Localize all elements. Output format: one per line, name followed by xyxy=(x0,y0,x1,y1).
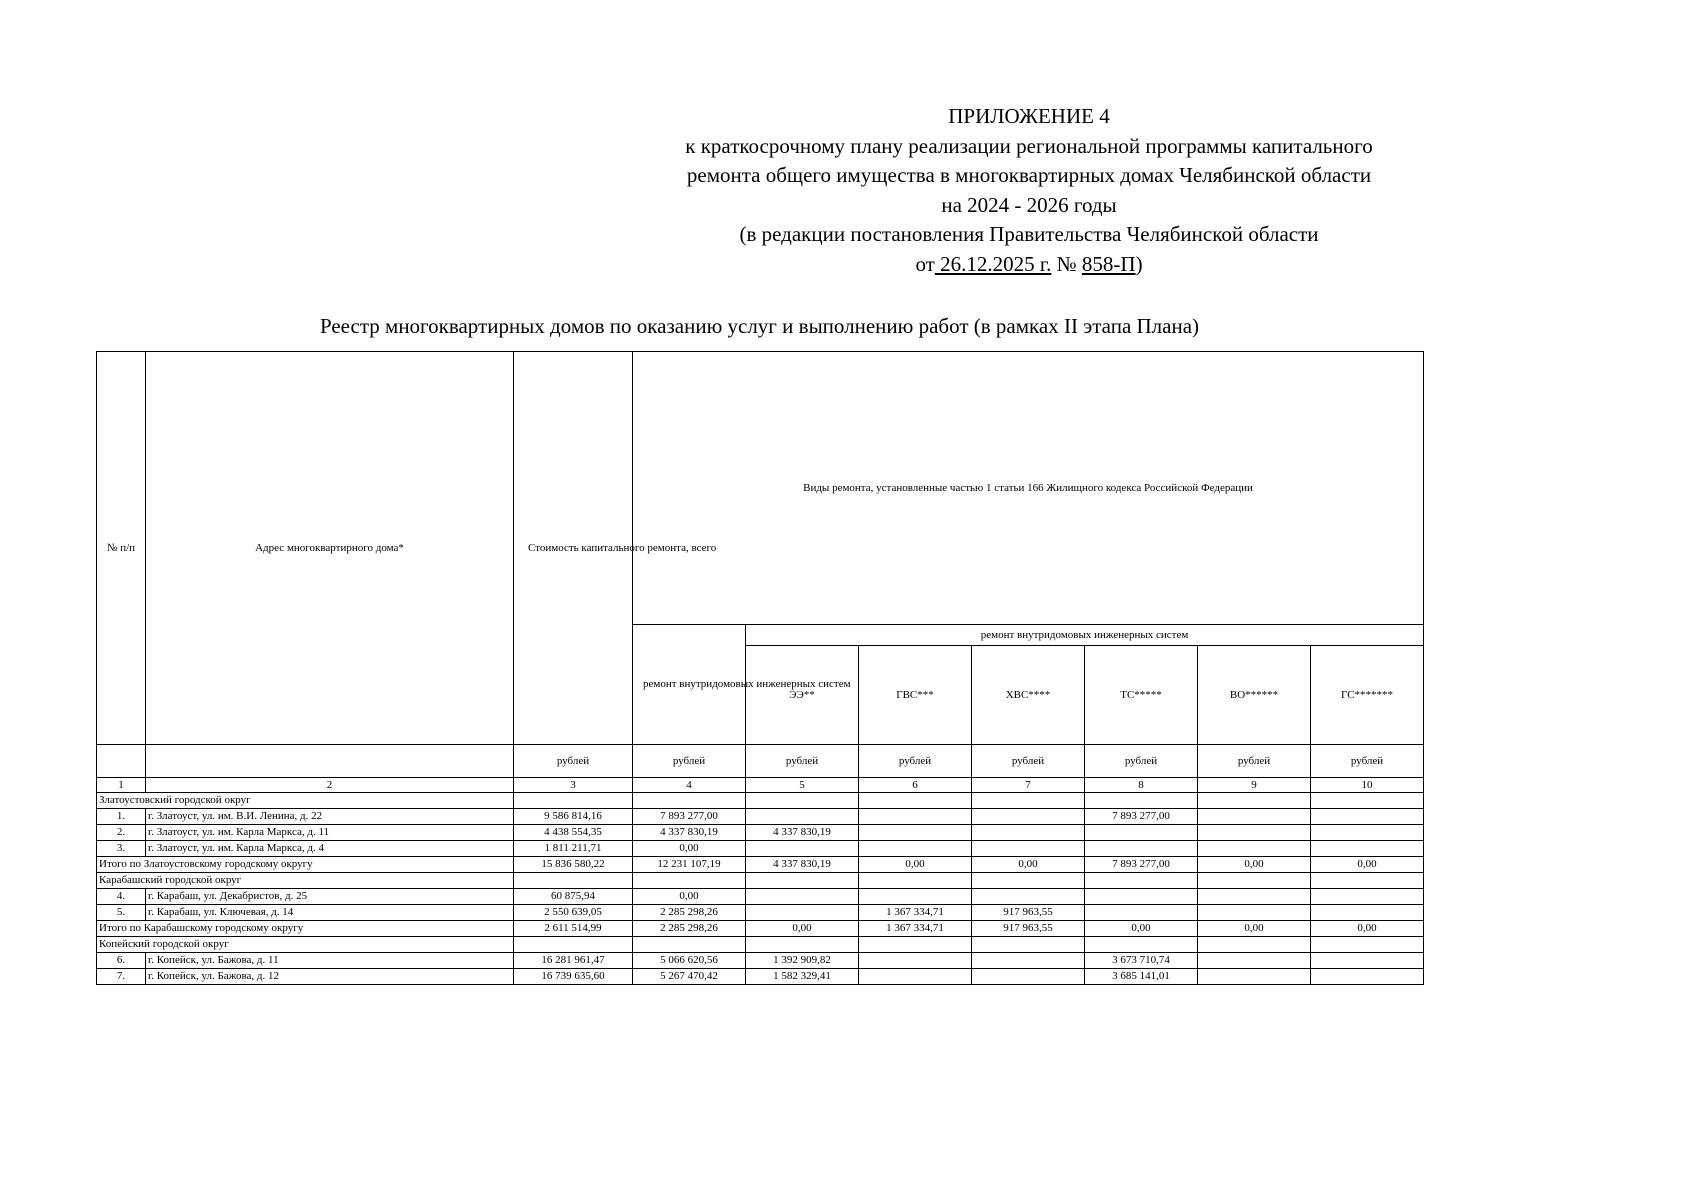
value-hvs xyxy=(972,953,1085,969)
empty-cell xyxy=(1085,873,1198,889)
value-gs xyxy=(1311,969,1424,985)
empty-cell xyxy=(514,793,633,809)
total-label: Итого по Карабашскому городскому округу xyxy=(97,921,514,937)
value-total: 60 875,94 xyxy=(514,889,633,905)
unit-cell: рублей xyxy=(1198,745,1311,778)
empty-cell xyxy=(514,937,633,953)
value-hvs: 917 963,55 xyxy=(972,905,1085,921)
unit-cell: рублей xyxy=(859,745,972,778)
value-ts xyxy=(1085,905,1198,921)
row-address: г. Копейск, ул. Бажова, д. 12 xyxy=(146,969,514,985)
value-gvs xyxy=(859,969,972,985)
value-total: 16 281 961,47 xyxy=(514,953,633,969)
total-ee: 0,00 xyxy=(746,921,859,937)
value-ts: 3 673 710,74 xyxy=(1085,953,1198,969)
row-address: г. Златоуст, ул. им. Карла Маркса, д. 11 xyxy=(146,825,514,841)
empty-cell xyxy=(859,873,972,889)
value-internal: 7 893 277,00 xyxy=(633,809,746,825)
row-number: 3. xyxy=(97,841,146,857)
section-label: Копейский городской округ xyxy=(97,937,514,953)
appendix-line: (в редакции постановления Правительства Челябинской области xyxy=(739,222,1319,246)
row-number: 2. xyxy=(97,825,146,841)
value-vo xyxy=(1198,953,1311,969)
value-gs xyxy=(1311,809,1424,825)
value-ee: 1 582 329,41 xyxy=(746,969,859,985)
value-gvs: 1 367 334,71 xyxy=(859,905,972,921)
value-gs xyxy=(1311,905,1424,921)
header-num: № п/п xyxy=(97,352,146,745)
value-ee xyxy=(746,841,859,857)
column-number: 10 xyxy=(1311,778,1424,793)
unit-cell: рублей xyxy=(1085,745,1198,778)
empty-cell xyxy=(633,873,746,889)
unit-cell: рублей xyxy=(514,745,633,778)
total-vo: 0,00 xyxy=(1198,857,1311,873)
empty-cell xyxy=(972,937,1085,953)
unit-cell xyxy=(97,745,146,778)
empty-cell xyxy=(1198,873,1311,889)
table-row xyxy=(97,809,1424,825)
appendix-line: к краткосрочному плану реализации региональной программы капитального xyxy=(685,133,1373,158)
value-ee: 4 337 830,19 xyxy=(746,825,859,841)
value-ts: 7 893 277,00 xyxy=(1085,809,1198,825)
column-number: 6 xyxy=(859,778,972,793)
column-number: 4 xyxy=(633,778,746,793)
value-internal: 5 267 470,42 xyxy=(633,969,746,985)
table-row xyxy=(97,841,1424,857)
value-ts xyxy=(1085,825,1198,841)
row-number: 6. xyxy=(97,953,146,969)
empty-cell xyxy=(859,937,972,953)
header-address: Адрес многоквартирного дома* xyxy=(146,352,514,745)
header-ee: ЭЭ** xyxy=(746,646,859,745)
empty-cell xyxy=(746,873,859,889)
value-ts: 3 685 141,01 xyxy=(1085,969,1198,985)
section-row xyxy=(97,873,1424,889)
empty-cell xyxy=(1311,793,1424,809)
total-hvs: 0,00 xyxy=(972,857,1085,873)
header-hvs: ХВС**** xyxy=(972,646,1085,745)
total-vo: 0,00 xyxy=(1198,921,1311,937)
empty-cell xyxy=(859,793,972,809)
value-gvs xyxy=(859,825,972,841)
total-hvs: 917 963,55 xyxy=(972,921,1085,937)
total-ee: 4 337 830,19 xyxy=(746,857,859,873)
value-internal: 0,00 xyxy=(633,889,746,905)
empty-cell xyxy=(1311,937,1424,953)
resolution-date: 26.12.2025 г. xyxy=(934,251,1052,276)
total-internal: 12 231 107,19 xyxy=(633,857,746,873)
row-number: 1. xyxy=(97,809,146,825)
value-vo xyxy=(1198,905,1311,921)
table-row xyxy=(97,969,1424,985)
header-cost: Стоимость капитального ремонта, всего xyxy=(514,352,633,745)
row-number: 5. xyxy=(97,905,146,921)
value-internal: 4 337 830,19 xyxy=(633,825,746,841)
value-total: 1 811 211,71 xyxy=(514,841,633,857)
header-gs: ГС******* xyxy=(1311,646,1424,745)
total-row xyxy=(97,921,1424,937)
total-gvs: 0,00 xyxy=(859,857,972,873)
value-total: 4 438 554,35 xyxy=(514,825,633,841)
empty-cell xyxy=(1198,793,1311,809)
value-hvs xyxy=(972,809,1085,825)
row-number: 7. xyxy=(97,969,146,985)
value-vo xyxy=(1198,841,1311,857)
value-total: 2 550 639,05 xyxy=(514,905,633,921)
total-total: 2 611 514,99 xyxy=(514,921,633,937)
unit-cell: рублей xyxy=(1311,745,1424,778)
value-gvs xyxy=(859,841,972,857)
resolution-number: 858-П xyxy=(1081,251,1136,276)
total-row xyxy=(97,857,1424,873)
appendix-line: на 2024 - 2026 годы xyxy=(941,192,1117,217)
column-number: 8 xyxy=(1085,778,1198,793)
registry-table xyxy=(96,351,1424,985)
header-repair-types: Виды ремонта, установленные частью 1 статьи 166 Жилищного кодекса Российской Федерации xyxy=(633,352,1424,625)
column-number: 9 xyxy=(1198,778,1311,793)
value-total: 9 586 814,16 xyxy=(514,809,633,825)
empty-cell xyxy=(746,937,859,953)
value-vo xyxy=(1198,825,1311,841)
value-ee xyxy=(746,905,859,921)
row-address: г. Карабаш, ул. Ключевая, д. 14 xyxy=(146,905,514,921)
unit-cell: рублей xyxy=(633,745,746,778)
header-ts: ТС***** xyxy=(1085,646,1198,745)
value-ee: 1 392 909,82 xyxy=(746,953,859,969)
empty-cell xyxy=(1198,937,1311,953)
empty-cell xyxy=(746,793,859,809)
value-internal: 2 285 298,26 xyxy=(633,905,746,921)
value-gvs xyxy=(859,889,972,905)
value-vo xyxy=(1198,969,1311,985)
section-row xyxy=(97,793,1424,809)
unit-cell xyxy=(146,745,514,778)
section-row xyxy=(97,937,1424,953)
empty-cell xyxy=(1085,937,1198,953)
appendix-heading xyxy=(600,102,1458,279)
row-address: г. Копейск, ул. Бажова, д. 11 xyxy=(146,953,514,969)
column-number: 2 xyxy=(146,778,514,793)
unit-cell: рублей xyxy=(746,745,859,778)
unit-row xyxy=(97,745,1424,778)
row-address: г. Златоуст, ул. им. Карла Маркса, д. 4 xyxy=(146,841,514,857)
value-gs xyxy=(1311,889,1424,905)
total-label: Итого по Златоустовскому городскому округу xyxy=(97,857,514,873)
appendix-line: ремонта общего имущества в многоквартирных домах Челябинской области xyxy=(686,163,1372,187)
column-number-row xyxy=(97,778,1424,793)
value-hvs xyxy=(972,889,1085,905)
date-prefix: от xyxy=(915,251,935,276)
empty-cell xyxy=(972,793,1085,809)
registry-body xyxy=(97,778,1424,985)
value-ee xyxy=(746,889,859,905)
row-number: 4. xyxy=(97,889,146,905)
appendix-date-line xyxy=(600,250,1458,280)
empty-cell xyxy=(633,937,746,953)
header-gvs: ГВС*** xyxy=(859,646,972,745)
row-address: г. Карабаш, ул. Декабристов, д. 25 xyxy=(146,889,514,905)
total-gs: 0,00 xyxy=(1311,921,1424,937)
total-total: 15 836 580,22 xyxy=(514,857,633,873)
value-gvs xyxy=(859,809,972,825)
value-hvs xyxy=(972,841,1085,857)
table-row xyxy=(97,825,1424,841)
value-hvs xyxy=(972,825,1085,841)
value-ee xyxy=(746,809,859,825)
value-gs xyxy=(1311,825,1424,841)
number-label: № xyxy=(1051,251,1082,276)
value-vo xyxy=(1198,889,1311,905)
unit-cell: рублей xyxy=(972,745,1085,778)
column-number: 5 xyxy=(746,778,859,793)
empty-cell xyxy=(633,793,746,809)
value-total: 16 739 635,60 xyxy=(514,969,633,985)
appendix-title: ПРИЛОЖЕНИЕ 4 xyxy=(948,104,1110,128)
value-internal: 0,00 xyxy=(633,841,746,857)
table-row xyxy=(97,889,1424,905)
header-internal-systems-group: ремонт внутридомовых инженерных систем xyxy=(746,625,1424,646)
column-number: 1 xyxy=(97,778,146,793)
total-gvs: 1 367 334,71 xyxy=(859,921,972,937)
value-gs xyxy=(1311,953,1424,969)
total-ts: 7 893 277,00 xyxy=(1085,857,1198,873)
column-number: 7 xyxy=(972,778,1085,793)
empty-cell xyxy=(1311,873,1424,889)
value-ts xyxy=(1085,889,1198,905)
header-internal-systems: ремонт внутридомовых инженерных систем xyxy=(633,625,746,745)
empty-cell xyxy=(972,873,1085,889)
value-vo xyxy=(1198,809,1311,825)
registry-title: Реестр многоквартирных домов по оказанию услуг и выполнению работ (в рамках II этапа Плана) xyxy=(319,314,1200,338)
total-internal: 2 285 298,26 xyxy=(633,921,746,937)
table-row xyxy=(97,953,1424,969)
table-row xyxy=(97,905,1424,921)
value-ts xyxy=(1085,841,1198,857)
total-gs: 0,00 xyxy=(1311,857,1424,873)
value-gs xyxy=(1311,841,1424,857)
total-ts: 0,00 xyxy=(1085,921,1198,937)
section-label: Златоустовский городской округ xyxy=(97,793,514,809)
value-internal: 5 066 620,56 xyxy=(633,953,746,969)
empty-cell xyxy=(514,873,633,889)
value-gvs xyxy=(859,953,972,969)
row-address: г. Златоуст, ул. им. В.И. Ленина, д. 22 xyxy=(146,809,514,825)
section-label: Карабашский городской округ xyxy=(97,873,514,889)
date-suffix: ) xyxy=(1135,251,1143,276)
empty-cell xyxy=(1085,793,1198,809)
value-hvs xyxy=(972,969,1085,985)
header-vo: ВО****** xyxy=(1198,646,1311,745)
column-number: 3 xyxy=(514,778,633,793)
